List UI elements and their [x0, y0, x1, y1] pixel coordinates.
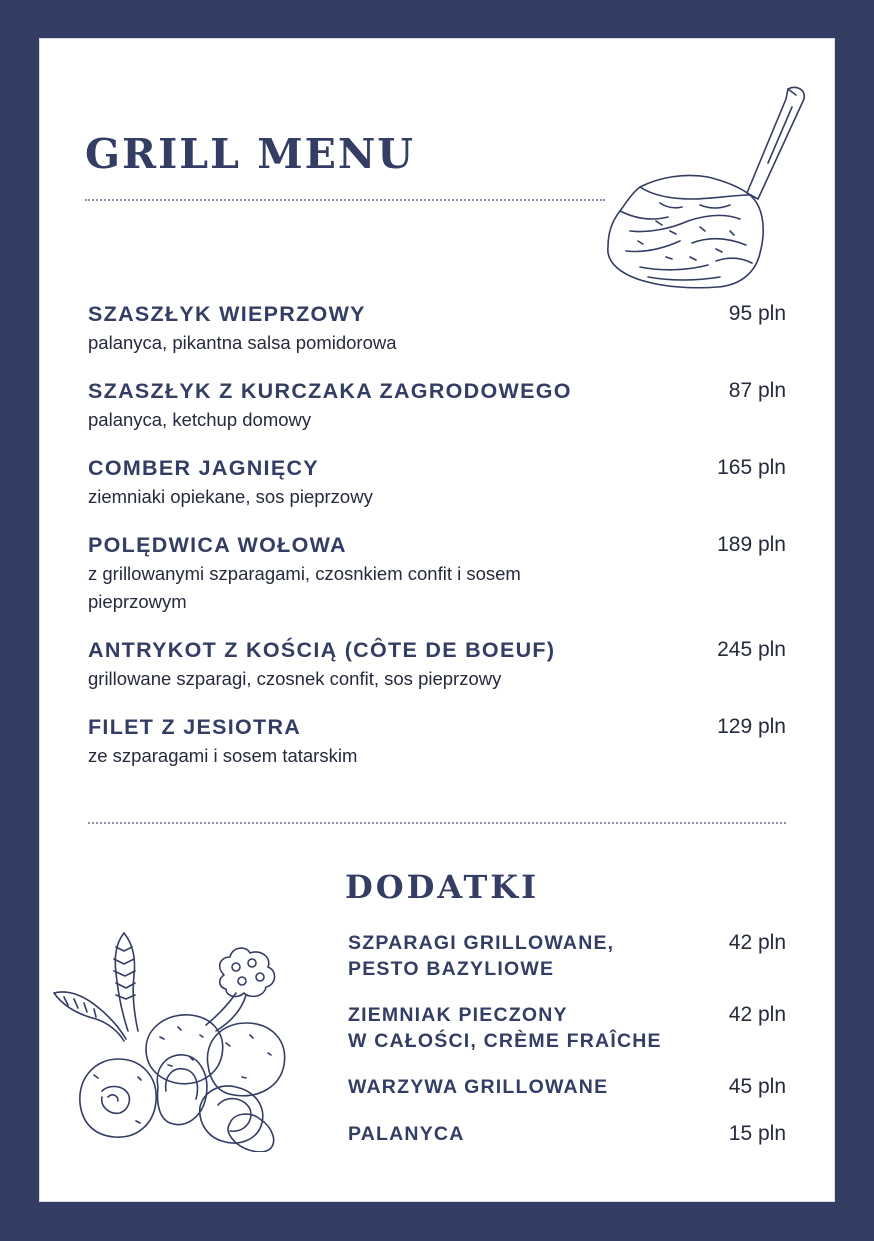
menu-item-price: 129 pln	[717, 715, 786, 738]
side-item-name: PALANYCA	[348, 1123, 465, 1145]
side-item	[348, 1074, 786, 1100]
sides-title: DODATKI	[345, 868, 540, 906]
side-item	[348, 1121, 786, 1147]
menu-item-price: 95 pln	[728, 302, 786, 325]
side-item-name: ZIEMNIAK PIECZONY	[348, 1004, 568, 1026]
menu-item	[88, 301, 786, 357]
menu-item-description: ze szparagami i sosem tatarskim	[88, 745, 358, 766]
side-item-price: 42 pln	[728, 931, 786, 954]
menu-item-price: 189 pln	[717, 533, 786, 556]
side-item-name-line2: PESTO BAZYLIOWE	[348, 958, 555, 980]
menu-item-price: 165 pln	[717, 456, 786, 479]
side-item	[348, 1002, 786, 1054]
menu-item-description: z grillowanymi szparagami, czosnkiem confit i sosem pieprzowym	[88, 563, 521, 612]
side-item	[348, 930, 786, 982]
menu-item-name: ANTRYKOT Z KOŚCIĄ (CÔTE DE BOEUF)	[88, 638, 556, 662]
section-divider	[88, 822, 786, 824]
side-item-price: 15 pln	[728, 1122, 786, 1145]
menu-item	[88, 532, 786, 616]
menu-item-name: POLĘDWICA WOŁOWA	[88, 533, 347, 557]
menu-item-description: grillowane szparagi, czosnek confit, sos pieprzowy	[88, 668, 502, 689]
menu-item-name: FILET Z JESIOTRA	[88, 715, 302, 739]
page-title: GRILL MENU	[85, 130, 416, 178]
menu-item	[88, 714, 786, 770]
side-item-price: 45 pln	[728, 1075, 786, 1098]
vegetables-illustration	[50, 927, 300, 1152]
title-divider	[85, 199, 605, 201]
side-item-name: WARZYWA GRILLOWANE	[348, 1076, 609, 1098]
menu-item	[88, 455, 786, 511]
menu-item	[88, 378, 786, 434]
menu-item	[88, 637, 786, 693]
steak-illustration	[600, 81, 815, 296]
menu-item-name: COMBER JAGNIĘCY	[88, 456, 319, 480]
side-item-name: SZPARAGI GRILLOWANE,	[348, 932, 615, 954]
side-item-name-line2: W CAŁOŚCI, CRÈME FRAÎCHE	[348, 1030, 662, 1052]
menu-item-price: 245 pln	[717, 638, 786, 661]
menu-item-description: palanyca, pikantna salsa pomidorowa	[88, 332, 397, 353]
menu-item-description: palanyca, ketchup domowy	[88, 409, 312, 430]
side-item-price: 42 pln	[728, 1003, 786, 1026]
menu-page	[39, 38, 835, 1202]
menu-item-name: SZASZŁYK WIEPRZOWY	[88, 302, 366, 326]
menu-item-description: ziemniaki opiekane, sos pieprzowy	[88, 486, 373, 507]
menu-item-price: 87 pln	[728, 379, 786, 402]
menu-item-name: SZASZŁYK Z KURCZAKA ZAGRODOWEGO	[88, 379, 572, 403]
